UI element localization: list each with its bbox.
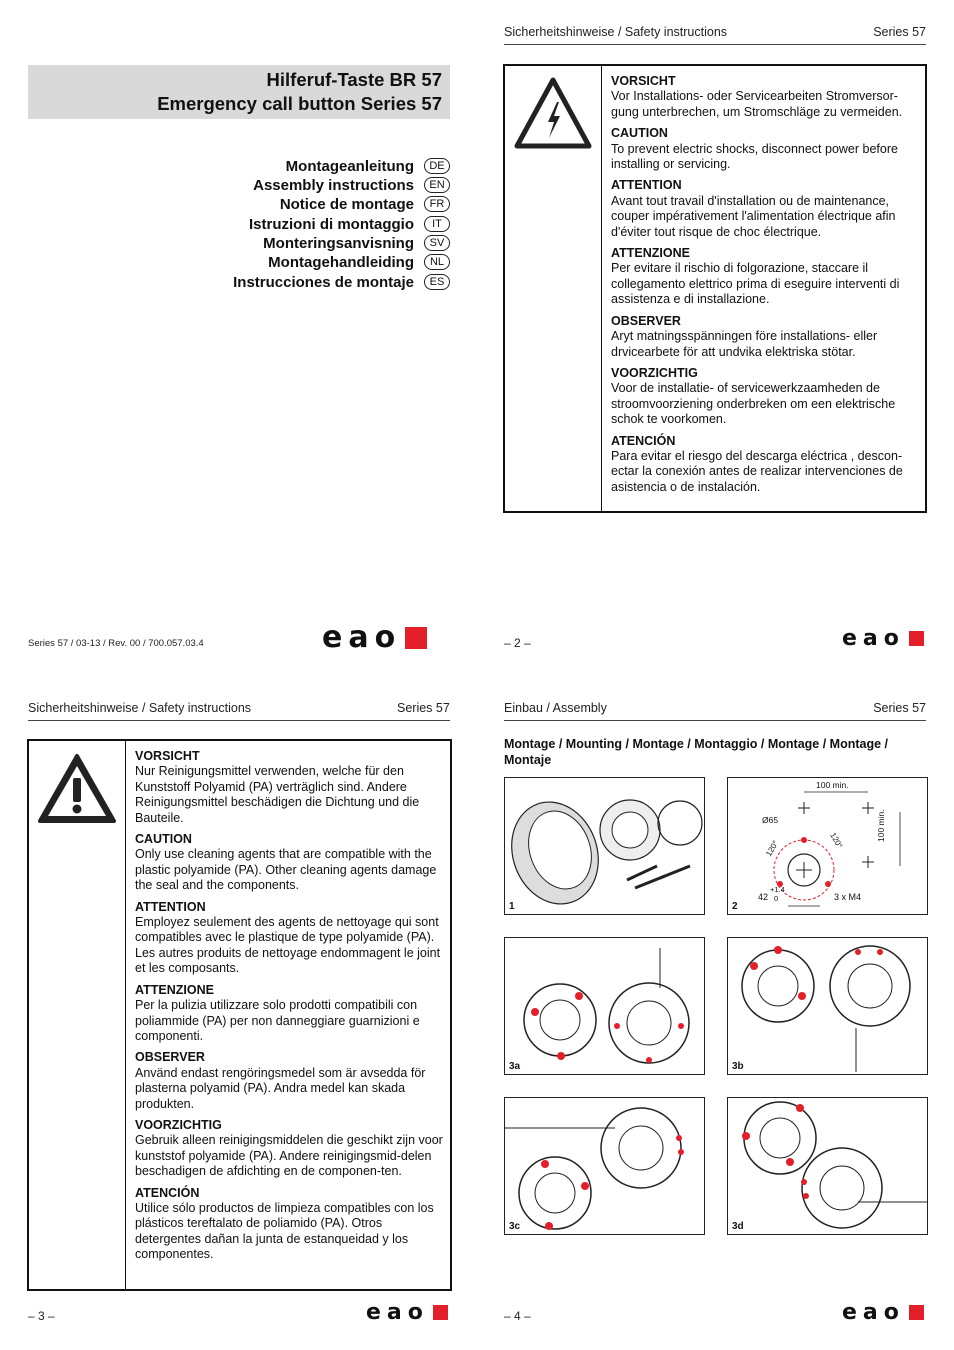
- header-rule: [28, 720, 450, 721]
- section-en: [135, 832, 443, 894]
- dim-42: 42: [758, 892, 769, 902]
- section-heading: CAUTION: [611, 126, 668, 141]
- logo-text: eao: [366, 1300, 429, 1325]
- mounting-step-drawing: [728, 938, 927, 1074]
- section-de: [611, 74, 916, 120]
- language-item: [233, 272, 450, 292]
- section-heading: OBSERVER: [611, 313, 681, 328]
- section-text: Nur Reinigungsmittel verwenden, welche für den Kunststoff Polyamid (PA) verträglich sind. Andere Reinigungsmittel beschädigen die Dichtung und die Bauteile.: [135, 764, 420, 825]
- dim-width: 100 min.: [816, 780, 849, 790]
- section-text: Vor Installations- oder Servicearbeiten Stromversor-gung unterbrechen, um Stromschläge zu vermeiden.: [611, 89, 903, 119]
- language-name: Montageanleitung: [285, 157, 414, 175]
- title-line1: Hilferuf-Taste BR 57: [266, 69, 442, 90]
- section-heading: ATTENZIONE: [611, 246, 690, 261]
- safety-box-cleaning: [27, 739, 452, 1291]
- section-de: [135, 749, 443, 826]
- language-name: Assembly instructions: [253, 176, 414, 194]
- icon-column: [29, 741, 126, 1289]
- language-code: EN: [424, 177, 450, 193]
- title-box: [28, 65, 450, 119]
- figure-label: 1: [509, 901, 515, 912]
- header-left: Einbau / Assembly: [504, 701, 607, 715]
- section-nl: [611, 366, 916, 428]
- section-text: Voor de installatie- of servicewerkzaamheden de stroomvoorziening onderbreken om een elektrische schok te voorkomen.: [611, 381, 896, 427]
- section-sv: [135, 1050, 443, 1112]
- safety-text: [135, 749, 443, 1269]
- dim-angle: 120°: [828, 831, 845, 850]
- header-right: Series 57: [873, 25, 926, 39]
- logo-square: [909, 1305, 924, 1320]
- eao-logo: [322, 620, 427, 655]
- language-code: ES: [424, 274, 450, 290]
- language-name: Montagehandleiding: [268, 253, 414, 271]
- header-right: Series 57: [397, 701, 450, 715]
- section-es: [135, 1186, 443, 1263]
- section-heading: ATENCIÓN: [611, 433, 676, 448]
- header-rule: [504, 44, 926, 45]
- logo-text: eao: [842, 626, 905, 651]
- eao-logo: [366, 1300, 448, 1325]
- figure-3c: [504, 1097, 705, 1235]
- logo-text: eao: [842, 1300, 905, 1325]
- section-heading: OBSERVER: [135, 1050, 205, 1065]
- section-it: [611, 246, 916, 308]
- icon-column: [505, 66, 602, 511]
- section-sv: [611, 314, 916, 360]
- mounting-heading: Montage / Mounting / Montage / Montaggio / Montage / Montage / Montaje: [504, 737, 888, 767]
- section-fr: [135, 900, 443, 977]
- section-heading: VOORZICHTIG: [611, 365, 698, 380]
- section-it: [135, 983, 443, 1045]
- header-right: Series 57: [873, 701, 926, 715]
- language-name: Monteringsanvisning: [263, 234, 414, 252]
- section-text: Använd endast rengöringsmedel som är avsedda för plasterna polyamid (PA). Andra medel kan skada produkten.: [135, 1065, 426, 1111]
- section-heading: ATENCIÓN: [135, 1185, 200, 1200]
- language-item: [268, 252, 450, 272]
- section-nl: [135, 1118, 443, 1180]
- section-fr: [611, 178, 916, 240]
- figure-label: 3d: [732, 1221, 744, 1232]
- exploded-assembly-drawing: [505, 778, 704, 914]
- section-text: Para evitar el riesgo del descarga eléctrica , descon-ectar la conexión antes de realizar intervenciones de asistencia o de instalación.: [611, 448, 903, 494]
- section-heading: VOORZICHTIG: [135, 1117, 222, 1132]
- high-voltage-warning-icon: [513, 76, 593, 150]
- section-heading: VORSICHT: [135, 749, 200, 763]
- language-item: [249, 214, 450, 234]
- dim-tolerance-zero: 0: [774, 894, 779, 903]
- language-name: Notice de montage: [279, 195, 414, 213]
- language-item: [286, 156, 450, 176]
- dim-tolerance: +1.4: [770, 885, 785, 894]
- eao-logo: [842, 1300, 924, 1325]
- dim-angle: 120°: [764, 839, 781, 858]
- language-code: FR: [424, 196, 450, 212]
- figure-1: [504, 777, 705, 915]
- figure-label: 3b: [732, 1061, 744, 1072]
- logo-text: eao: [322, 620, 402, 655]
- section-text: Aryt matningsspänningen före installations- eller drvicearbete för att undvika elektriska stötar.: [611, 329, 878, 359]
- exclamation-warning-icon: [37, 753, 117, 825]
- safety-box-electric: [503, 64, 927, 513]
- dim-screws: 3 x M4: [834, 892, 862, 902]
- mounting-step-drawing: [728, 1098, 927, 1234]
- section-text: Gebruik alleen reinigingsmiddelen die geschikt zijn voor kunststof polyamide (PA). Andere reinigingsmid-delen beschadigen de afdichting en de componen-ten.: [135, 1133, 443, 1179]
- section-text: Avant tout travail d'installation ou de maintenance, couper impérativement l'alimentation électrique afin d'éviter tout risque de choc électrique.: [611, 193, 896, 239]
- dim-height: 100 min.: [876, 809, 886, 842]
- figure-label: 3a: [509, 1061, 521, 1072]
- language-item: [253, 175, 450, 195]
- section-heading: VORSICHT: [611, 74, 676, 88]
- figure-label: 2: [732, 901, 738, 912]
- page-number: – 2 –: [504, 636, 531, 650]
- section-heading: ATTENZIONE: [135, 982, 214, 997]
- logo-square: [433, 1305, 448, 1320]
- section-text: Per evitare il rischio di folgorazione, staccare il collegamento elettrico prima di eseguire interventi di assistenza e di installazione.: [611, 261, 900, 307]
- language-item: [280, 194, 450, 214]
- mounting-step-drawing: [505, 1098, 704, 1234]
- section-es: [611, 434, 916, 496]
- figure-3b: [727, 937, 928, 1075]
- section-text: Only use cleaning agents that are compatible with the plastic polyamide (PA). Other cleaning agents damage the seal and the components.: [135, 847, 437, 893]
- figure-label: 3c: [509, 1221, 521, 1232]
- doc-footer: Series 57 / 03-13 / Rev. 00 / 700.057.03.4: [28, 638, 204, 649]
- language-code: NL: [424, 254, 450, 270]
- section-heading: CAUTION: [135, 832, 192, 847]
- section-heading: ATTENTION: [135, 899, 206, 914]
- page-number: – 4 –: [504, 1309, 531, 1323]
- language-code: DE: [424, 158, 450, 174]
- page-number: – 3 –: [28, 1309, 55, 1323]
- language-code: IT: [424, 216, 450, 232]
- logo-square: [909, 631, 924, 646]
- header-left: Sicherheitshinweise / Safety instructions: [28, 701, 252, 715]
- section-text: Per la pulizia utilizzare solo prodotti compatibili con poliammide (PA) per non danneggiare guarnizioni e componenti.: [135, 998, 420, 1043]
- section-text: Utilice sólo productos de limpieza compatibles con los plásticos tereftalato de poliamido (PA). Otros detergentes dañan la junta de estanqueidad y los componentes.: [135, 1200, 434, 1262]
- section-text: Employez seulement des agents de nettoyage qui sont compatibles avec le plastique de type polyamide (PA). Les autres produits de nettoyage endommagent le joint et les composants.: [135, 915, 441, 976]
- section-heading: ATTENTION: [611, 178, 682, 193]
- language-item: [263, 233, 450, 253]
- header-left: Sicherheitshinweise / Safety instructions: [504, 25, 728, 39]
- figure-3d: [727, 1097, 928, 1235]
- figure-2: [727, 777, 928, 915]
- language-code: SV: [424, 235, 450, 251]
- language-name: Istruzioni di montaggio: [249, 215, 414, 233]
- section-en: [611, 126, 916, 172]
- section-text: To prevent electric shocks, disconnect power before installing or servicing.: [611, 141, 898, 172]
- dim-diameter: Ø65: [762, 815, 779, 825]
- eao-logo: [842, 626, 924, 651]
- mounting-step-drawing: [505, 938, 704, 1074]
- logo-square: [405, 627, 427, 649]
- header-rule: [504, 720, 926, 721]
- language-name: Instrucciones de montaje: [233, 273, 414, 291]
- title-line2: Emergency call button Series 57: [157, 93, 442, 114]
- safety-text: [611, 74, 916, 501]
- figure-3a: [504, 937, 705, 1075]
